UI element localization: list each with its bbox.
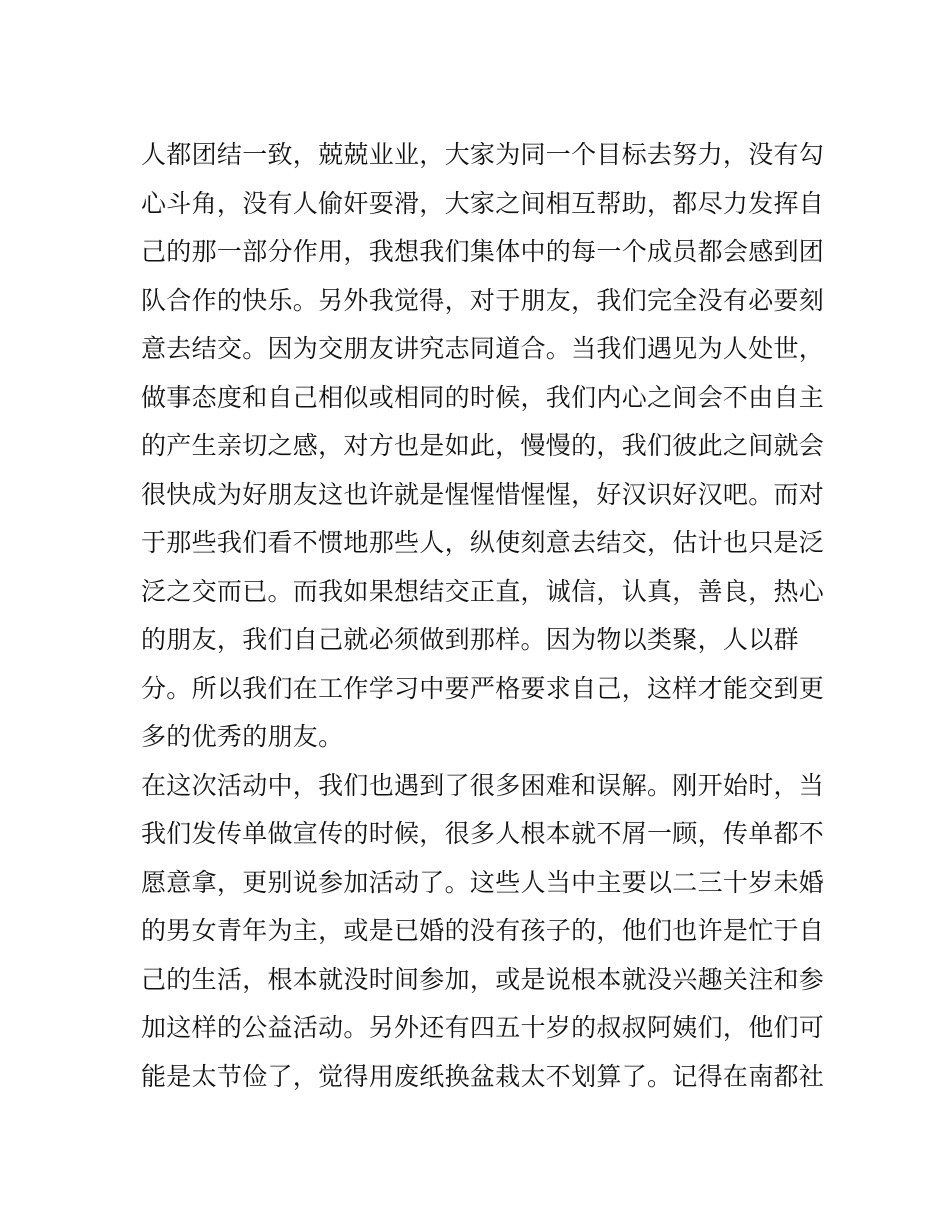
- text-line: 于那些我们看不惯地那些人，纵使刻意去结交，估计也只是泛: [141, 528, 825, 557]
- text-line: 的男女青年为主，或是已婚的没有孩子的，他们也许是忙于自: [141, 916, 825, 945]
- text-line: 在这次活动中，我们也遇到了很多困难和误解。刚开始时，当: [141, 770, 825, 800]
- text-line: 分。所以我们在工作学习中要严格要求自己，这样才能交到更: [141, 673, 825, 703]
- text-line: 泛之交而已。而我如果想结交正直，诚信，认真，善良，热心: [141, 576, 825, 606]
- text-line: 愿意拿，更别说参加活动了。这些人当中主要以二三十岁未婚: [141, 867, 825, 897]
- text-line: 己的那一部分作用，我想我们集体中的每一个成员都会感到团: [141, 237, 825, 266]
- text-line: 的朋友，我们自己就必须做到那样。因为物以类聚，人以群: [141, 625, 799, 654]
- body-text: [141, 131, 825, 1101]
- text-line: 人都团结一致，兢兢业业，大家为同一个目标去努力，没有勾: [141, 140, 825, 169]
- text-line: 我们发传单做宣传的时候，很多人根本就不屑一顾，传单都不: [141, 819, 825, 848]
- text-line: 心斗角，没有人偷奸耍滑，大家之间相互帮助，都尽力发挥自: [141, 188, 825, 218]
- text-line: 多的优秀的朋友。: [141, 722, 344, 751]
- text-line: 意去结交。因为交朋友讲究志同道合。当我们遇见为人处世，: [141, 334, 825, 363]
- text-line: 做事态度和自己相似或相同的时候，我们内心之间会不由自主: [141, 382, 825, 412]
- text-line: 的产生亲切之感，对方也是如此，慢慢的，我们彼此之间就会: [141, 431, 825, 460]
- text-line: 能是太节俭了，觉得用废纸换盆栽太不划算了。记得在南都社: [141, 1061, 825, 1091]
- text-line: 队合作的快乐。另外我觉得，对于朋友，我们完全没有必要刻: [141, 285, 825, 315]
- text-line: 己的生活，根本就没时间参加，或是说根本就没兴趣关注和参: [141, 964, 825, 994]
- text-line: 很快成为好朋友这也许就是惺惺惜惺惺，好汉识好汉吧。而对: [141, 479, 825, 509]
- text-line: 加这样的公益活动。另外还有四五十岁的叔叔阿姨们，他们可: [141, 1013, 825, 1042]
